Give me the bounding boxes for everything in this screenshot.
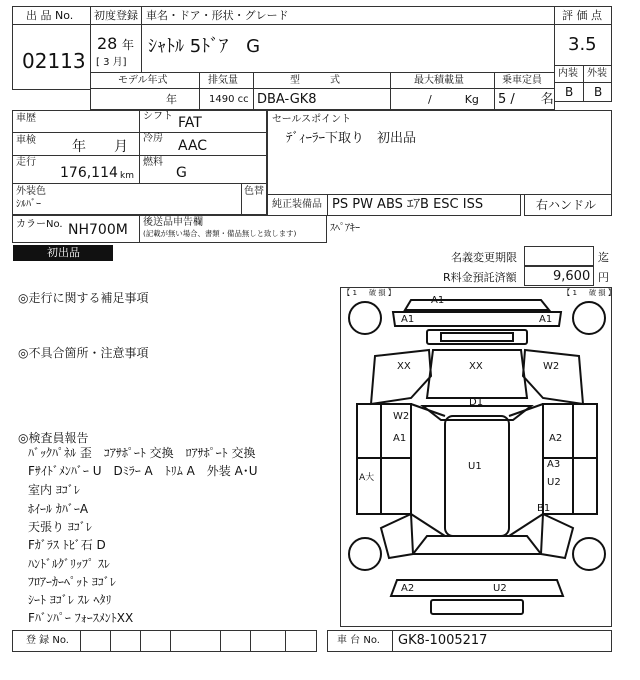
displacement-label: 排気量 bbox=[208, 75, 238, 86]
handle-side: 右ハンドル bbox=[536, 198, 597, 212]
score-label: 評 価 点 bbox=[562, 9, 602, 22]
mark-a1-right: A1 bbox=[539, 314, 553, 325]
recycle-value: 9,600 bbox=[553, 269, 591, 284]
mark-xx-center: XX bbox=[469, 361, 483, 372]
inspector-note-line: ﾎｲｰﾙ ｶﾊﾞｰA bbox=[28, 502, 89, 516]
color-change-label: 色替 bbox=[244, 186, 264, 197]
front-right-wheel bbox=[573, 302, 605, 334]
post-docs-note: (記載が無い場合、書類・備品無しと致します) bbox=[143, 230, 297, 239]
first-listing-text: 初出品 bbox=[47, 246, 80, 259]
driving-notes-label: ◎走行に関する補足事項 bbox=[18, 291, 149, 305]
rear-left-wheel bbox=[349, 538, 381, 570]
interior-grade: B bbox=[565, 85, 574, 99]
inspector-note-line: ﾌﾛｱｰｶｰﾍﾟｯﾄ ﾖｺﾞﾚ bbox=[28, 575, 116, 589]
right-rear-quarter bbox=[541, 514, 573, 558]
inspector-note-line: Fﾊﾞﾝﾊﾟｰ ﾌｫｰｽﾒﾝﾄXX bbox=[28, 611, 134, 625]
rear-bumper-outline bbox=[391, 580, 563, 596]
shift-label: シフト bbox=[143, 111, 173, 122]
left-front-fender bbox=[371, 350, 431, 404]
recycle-unit: 円 bbox=[598, 271, 609, 284]
front-left-wheel bbox=[349, 302, 381, 334]
mileage-label: 走行 bbox=[16, 157, 36, 168]
seats: 5 / 名 bbox=[498, 92, 554, 107]
grille-inner bbox=[441, 333, 513, 341]
capacity: / Kg bbox=[428, 93, 479, 106]
corner-label-right: 【 1 破 損 】 bbox=[563, 289, 616, 298]
roof-outline bbox=[445, 416, 509, 536]
post-docs-item: ｽﾍﾟｱｷｰ bbox=[330, 223, 360, 234]
equipment-label: 純正装備品 bbox=[272, 199, 322, 210]
mark-xx-left: XX bbox=[397, 361, 411, 372]
inspection-label: 車検 bbox=[16, 135, 36, 146]
sales-label: セールスポイント bbox=[272, 114, 352, 125]
exterior-color-label: 外装色 bbox=[16, 186, 46, 197]
capacity-label: 最大積載量 bbox=[414, 75, 464, 86]
mark-w2-right: W2 bbox=[543, 361, 560, 372]
car-name: ｼｬﾄﾙ 5ﾄﾞｱ G bbox=[148, 36, 261, 57]
hood-outline bbox=[427, 350, 527, 398]
right-rear-pillar bbox=[509, 514, 543, 536]
ac-value: AAC bbox=[178, 138, 208, 154]
model-year-unit: 年 bbox=[166, 93, 177, 106]
lot-label: 出 品 No. bbox=[26, 9, 74, 22]
damage-diagram bbox=[340, 287, 616, 627]
inspector-note-line: ｼｰﾄ ﾖｺﾞﾚ ｽﾚ ﾍﾀﾘ bbox=[28, 593, 112, 607]
model-year-label: モデル年式 bbox=[118, 75, 168, 86]
first-listing-bar bbox=[13, 245, 113, 261]
chassis-number: GK8-1005217 bbox=[398, 633, 488, 648]
inspector-label: ◎検査員報告 bbox=[18, 431, 89, 445]
post-docs-label: 後送品申告欄 bbox=[143, 217, 203, 228]
inspection-value: 年 月 bbox=[72, 139, 128, 155]
color-no-label: カラーNo. bbox=[16, 219, 63, 230]
reg-year-unit: 年 bbox=[122, 38, 135, 52]
mark-b1: B1 bbox=[537, 503, 551, 514]
name-change-label: 名義変更期限 bbox=[451, 251, 517, 264]
rear-window-outline bbox=[413, 536, 541, 554]
car-outline-diagram bbox=[341, 288, 616, 628]
history-label: 車歴 bbox=[16, 113, 36, 124]
inspector-note-line: 天張り ﾖｺﾞﾚ bbox=[28, 520, 92, 534]
mileage-value: 176,114 bbox=[60, 165, 118, 181]
mark-a3-right: A3 bbox=[547, 459, 561, 470]
reg-year: 28 bbox=[97, 34, 118, 53]
car-name-label: 車名・ドア・形状・グレード bbox=[146, 9, 289, 22]
corner-label-left: 【 1 破 損 】 bbox=[343, 289, 396, 298]
rear-panel-outline bbox=[431, 600, 523, 614]
recycle-label: R料金預託済額 bbox=[443, 271, 517, 284]
equipment-items: PS PW ABS ｴｱB ESC ISS bbox=[332, 197, 484, 212]
mark-w2-left: W2 bbox=[393, 411, 410, 422]
mileage-unit: km bbox=[120, 171, 134, 181]
fuel-value: G bbox=[176, 165, 187, 181]
inspector-note-line: Fｶﾞﾗｽ ﾄﾋﾞ石 D bbox=[28, 538, 106, 552]
ac-label: 冷房 bbox=[143, 133, 163, 144]
mark-a2-bottom: A2 bbox=[401, 583, 415, 594]
exterior-color: ｼﾙﾊﾞｰ bbox=[16, 199, 41, 210]
mark-d1: D1 bbox=[469, 397, 484, 408]
registration-label: 登 録 No. bbox=[26, 635, 69, 646]
mark-a-dai: A大 bbox=[359, 473, 375, 483]
left-rear-pillar bbox=[411, 514, 445, 536]
rear-right-wheel bbox=[573, 538, 605, 570]
right-front-fender bbox=[523, 350, 583, 404]
lot-number: 02113 bbox=[22, 49, 86, 73]
displacement: 1490 cc bbox=[209, 94, 249, 105]
inspector-note-line: Fｻｲﾄﾞﾒﾝﾊﾞｰ U Dﾐﾗｰ A ﾄﾘﾑ A 外装 A･U bbox=[28, 464, 258, 478]
front-bumper-outline bbox=[405, 300, 549, 310]
name-change-suffix: 迄 bbox=[598, 251, 609, 264]
sales-text: ﾃﾞｨｰﾗｰ下取り 初出品 bbox=[286, 131, 417, 146]
score-value: 3.5 bbox=[568, 34, 597, 55]
left-rear-quarter bbox=[381, 514, 413, 558]
inspector-note-line: ﾊﾞｯｸﾊﾟﾈﾙ 歪 ｺｱｻﾎﾟｰﾄ 交換 ﾛｱｻﾎﾟｰﾄ 交換 bbox=[28, 446, 256, 460]
fuel-label: 燃料 bbox=[143, 157, 163, 168]
mark-u2-bottom: U2 bbox=[493, 583, 507, 594]
first-reg-label: 初度登録 bbox=[94, 9, 138, 22]
chassis-label: 車 台 No. bbox=[337, 635, 380, 646]
exterior-grade: B bbox=[594, 85, 603, 99]
shift-value: FAT bbox=[178, 115, 202, 131]
mark-a1-top: A1 bbox=[431, 295, 445, 306]
defects-label: ◎不具合箇所・注意事項 bbox=[18, 346, 149, 360]
mark-u1: U1 bbox=[468, 461, 482, 472]
model-code: DBA-GK8 bbox=[257, 92, 317, 107]
reg-month: [ 3 月] bbox=[96, 57, 127, 68]
interior-label: 内装 bbox=[558, 68, 578, 79]
name-change-box bbox=[524, 246, 594, 266]
type-label: 型 式 bbox=[290, 75, 340, 86]
exterior-label: 外装 bbox=[587, 68, 607, 79]
hood-front-outline bbox=[393, 312, 561, 326]
mark-a2-right: A2 bbox=[549, 433, 563, 444]
mark-a1-door: A1 bbox=[393, 433, 407, 444]
inspector-note-line: 室内 ﾖｺﾞﾚ bbox=[28, 483, 80, 497]
seats-label: 乗車定員 bbox=[502, 75, 542, 86]
mark-u2: U2 bbox=[547, 477, 561, 488]
inspector-note-line: ﾊﾝﾄﾞﾙｸﾞﾘｯﾌﾟ ｽﾚ bbox=[28, 557, 110, 571]
mark-a1-left: A1 bbox=[401, 314, 415, 325]
color-no: NH700M bbox=[68, 222, 128, 238]
